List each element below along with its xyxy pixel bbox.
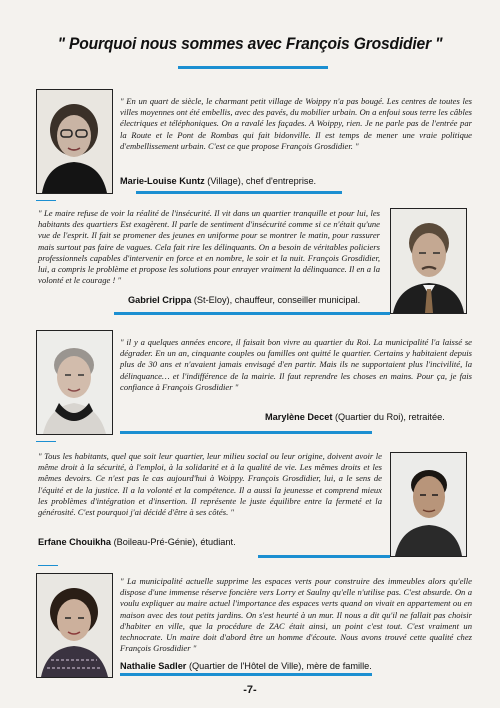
- detail-sadler: (Quartier de l'Hôtel de Ville), mère de famille.: [186, 661, 372, 671]
- divider-bar-3: [120, 431, 372, 434]
- page-number: -7-: [243, 684, 257, 696]
- signature-chouikha: [38, 537, 236, 547]
- divider-bar-1: [136, 191, 342, 194]
- detail-kuntz: (Village), chef d'entreprise.: [204, 176, 317, 186]
- divider-bar-4: [258, 555, 390, 558]
- detail-chouikha: (Boileau-Pré-Génie), étudiant.: [111, 537, 236, 547]
- divider-rule-1: [36, 200, 56, 201]
- signature-crippa: [128, 295, 360, 305]
- quote-decet: " il y a quelques années encore, il faisait bon vivre au quartier du Roi. La municipalité l'a laissé se dégrader. En un an, cinquante couples ou familles ont quitté le quartier. Certains y habitaient depuis plus de 30 ans et n'avaient jamais envisagé d'en partir. Mais ils ne supportaient plus l'incivilité, la délinquance… et l'indifférence de la mairie. Il faut reprendre les choses en mains. Pour ça, je fais confiance à François Grosdidier ": [120, 337, 472, 392]
- photo-woman-scarf: [36, 330, 113, 435]
- name-chouikha: Erfane Chouikha: [38, 537, 112, 547]
- signature-decet: [265, 412, 445, 422]
- signature-kuntz: [120, 176, 316, 186]
- quote-chouikha: " Tous les habitants, quel que soit leur quartier, leur milieu social ou leur origine, doivent avoir le même droit à la sécurité, à l'emploi, à la solidarité et à la qualité de vie. Les mêmes droits et les mêmes devoirs. Ce n'est pas le cas aujourd'hui à Woippy. François Grosdidier, lui, a le sens de l'équité et de la justice. Il a la volonté et la compétence. Il a aussi la jeunesse et comprend mieux les problèmes d'intégration et d'insertion. Il représente le juste équilibre entre la fermeté et la générosité. C'est pourquoi j'ai décidé d'être à ses côtés. ": [38, 451, 382, 518]
- photo-young-man: [390, 452, 467, 557]
- name-sadler: Nathalie Sadler: [120, 661, 187, 671]
- divider-rule-3: [36, 441, 56, 442]
- name-crippa: Gabriel Crippa: [128, 295, 192, 305]
- detail-crippa: (St-Eloy), chauffeur, conseiller municipal.: [191, 295, 361, 305]
- divider-bar-2: [114, 312, 390, 315]
- name-decet: Marylène Decet: [265, 412, 333, 422]
- page-title: " Pourquoi nous sommes avec François Grosdidier ": [57, 34, 443, 53]
- divider-rule-4: [38, 565, 58, 566]
- signature-sadler: [120, 661, 372, 671]
- quote-kuntz: " En un quart de siècle, le charmant petit village de Woippy n'a pas bougé. Les centres de toutes les villes moyennes ont été embellis, avec des pavés, du mobilier urbain. On a enfoui sous terre les câbles électriques et téléphoniques. On a ravalé les façades. A Woippy, rien. Je ne parle pas de l'entrée par la Route et le Pont de Rombas qui fait bidonville. Il est temps de mener une vraie politique d'embellissement urbain. C'est ce que propose François Grosdidier. ": [120, 96, 472, 151]
- photo-woman-glasses: [36, 89, 113, 194]
- photo-woman-dark-hair: [36, 573, 113, 678]
- divider-bar-5: [120, 673, 372, 676]
- quote-crippa: " Le maire refuse de voir la réalité de l'insécurité. Il vit dans un quartier tranquille et pour lui, les habitants des quartiers Est exagèrent. Il parle de sentiment d'insécurité comme si ce n'était qu'une vue de l'esprit. Il fait se promener des jeunes en uniforme pour se montrer le matin, pour rassurer mais surtout pas faire de vagues. Cela fait rire les délinquants. On a besoin de véritables policiers professionnels capables d'intervenir en force et en nombre, le soir et la nuit. François Grosdidier, lui, a compris le problème et propose les solutions pour enrayer vraiment la délinquance. Il en a la volonté et le courage ! ": [38, 208, 380, 286]
- photo-man-tie: [390, 208, 467, 314]
- name-kuntz: Marie-Louise Kuntz: [120, 176, 205, 186]
- title-underline: [178, 66, 328, 69]
- quote-sadler: " La municipalité actuelle supprime les espaces verts pour construire des immeubles alors qu'elle dispose d'une immense réserve foncière vers Lorry et Saulny qu'elle n'utilise pas. C'est absurde. On a voulu expliquer au maire actuel l'importance des espaces verts quand on vivait en appartement ou en maison avec des tout petits jardins. On s'est heurté à un mur. Il nous a dit qu'il ne fallait pas choisir d'habiter en ville, que la procédure de ZAC était ainsi, un point c'est tout. C'est vraiment un technocrate. Un maire doit d'abord être un homme d'écoute. Nous avons trouvé cette qualité chez François Grosdidier ": [120, 576, 472, 654]
- detail-decet: (Quartier du Roi), retraitée.: [332, 412, 445, 422]
